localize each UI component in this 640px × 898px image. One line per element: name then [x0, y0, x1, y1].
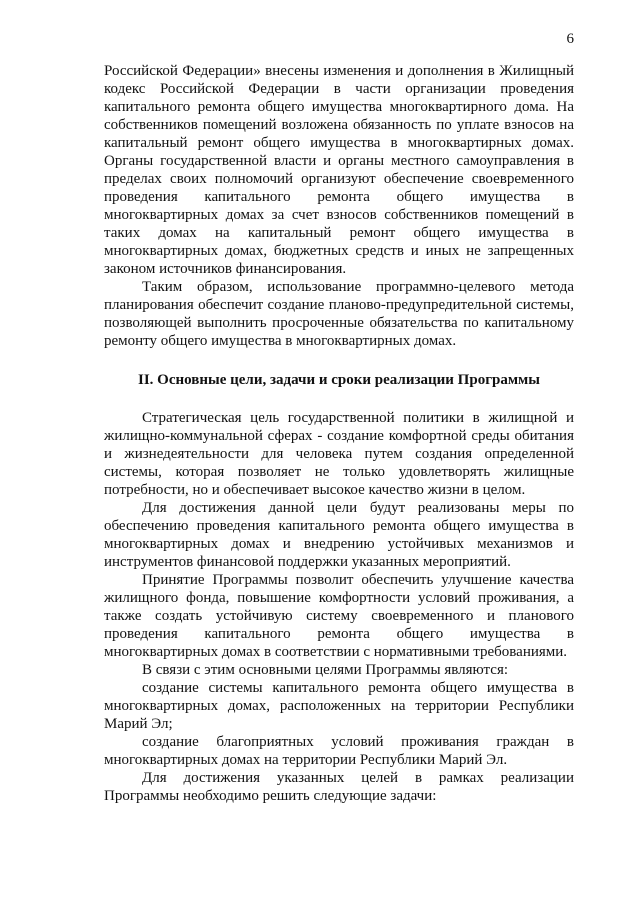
paragraph: Принятие Программы позволит обеспечить улучшение качества жилищного фонда, повышение комфортности условий проживания, а также создать устойчивую систему своевременного и планового проведения капитального ремонта общего имущества в многоквартирных домах в соответствии с нормативными требованиями. — [104, 572, 574, 660]
paragraph: Стратегическая цель государственной политики в жилищной и жилищно-коммунальной сферах - создание комфортной среды обитания и жизнедеятельности для человека путем создания определенной системы, которая позволяет не только удовлетворять жилищные потребности, но и обеспечивает высокое качество жизни в целом. — [104, 410, 574, 498]
paragraph: Для достижения данной цели будут реализованы меры по обеспечению проведения капитального ремонта общего имущества в многоквартирных домах и внедрению устойчивых механизмов и инструментов финансовой поддержки указанных мероприятий. — [104, 500, 574, 570]
document-body — [104, 62, 574, 805]
paragraph: создание благоприятных условий проживания граждан в многоквартирных домах на территории Республики Марий Эл. — [104, 734, 574, 768]
section-heading: II. Основные цели, задачи и сроки реализации Программы — [138, 372, 540, 388]
paragraph: Российской Федерации» внесены изменения и дополнения в Жилищный кодекс Российской Федерации в части организации проведения капитального ремонта общего имущества многоквартирного дома. На собственников помещений возложена обязанность по уплате взносов на капитальный ремонт общего имущества в многоквартирных домах. Органы государственной власти и органы местного самоуправления в пределах своих полномочий организуют обеспечение своевременного проведения капитального ремонта общего имущества в многоквартирных домах за счет взносов собственников помещений в таких домах на капитальный ремонт общего имущества в многоквартирных домах, бюджетных средств и иных не запрещенных законом источников финансирования. — [104, 63, 574, 277]
paragraph: В связи с этим основными целями Программы являются: — [142, 662, 509, 678]
paragraph: Для достижения указанных целей в рамках реализации Программы необходимо решить следующие задачи: — [104, 770, 574, 804]
paragraph: Таким образом, использование программно-целевого метода планирования обеспечит создание планово-предупредительной системы, позволяющей выполнить просроченные обязательства по капитальному ремонту общего имущества в многоквартирных домах. — [104, 279, 574, 349]
page-number: 6 — [566, 31, 574, 47]
paragraph: создание системы капитального ремонта общего имущества в многоквартирных домах, расположенных на территории Республики Марий Эл; — [104, 680, 574, 732]
